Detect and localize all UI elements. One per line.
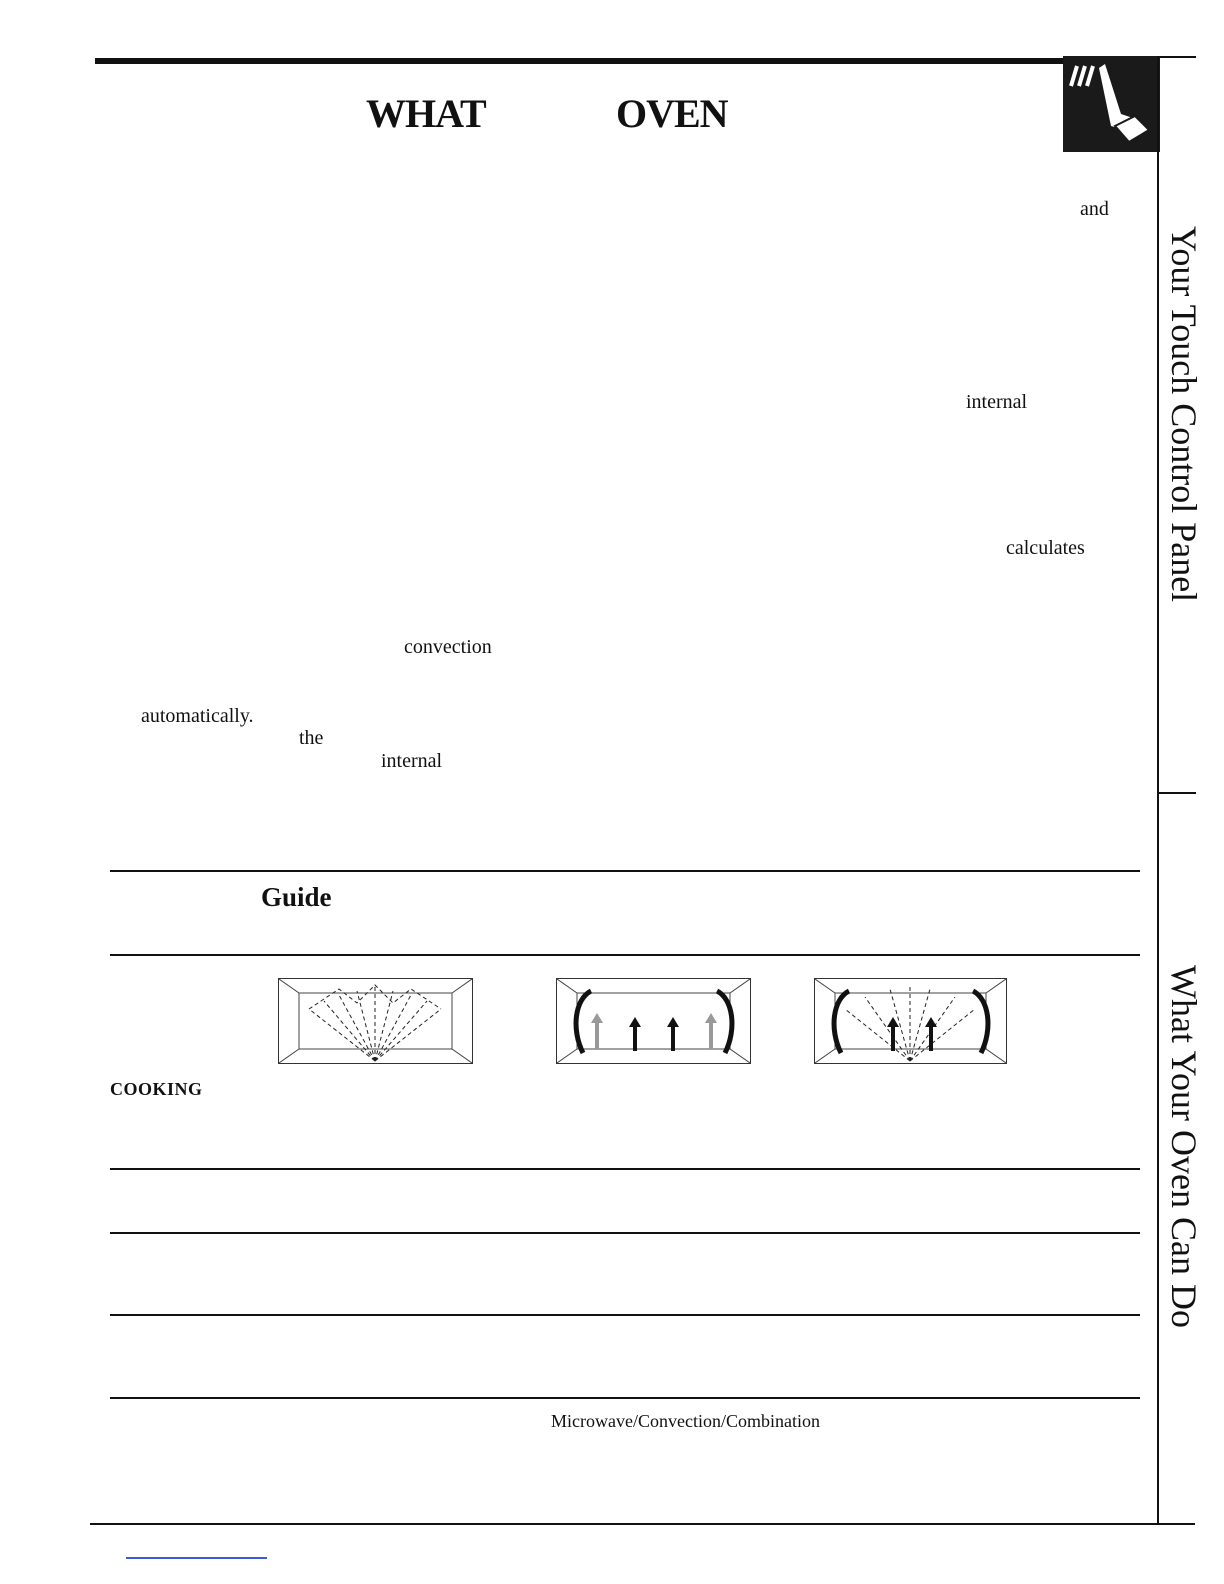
footer-link-underline[interactable]: [126, 1557, 267, 1559]
body-fragment: automatically.: [141, 705, 254, 727]
body-fragment: internal: [381, 750, 443, 772]
hand-pressing-button-icon: [1063, 56, 1160, 152]
bottom-rule: [90, 1523, 1195, 1525]
microwave-energy-diagram: [278, 978, 473, 1064]
table-rule: [110, 1397, 1140, 1399]
body-fragment: the: [299, 727, 324, 749]
side-tab-what-oven-can-do[interactable]: What Your Oven Can Do: [1164, 965, 1204, 1328]
table-rule: [110, 1232, 1140, 1234]
body-fragment: internal: [966, 391, 1028, 413]
tab-divider: [1158, 792, 1196, 794]
top-rule: [95, 58, 1145, 64]
body-fragment: calculates: [1006, 537, 1085, 559]
guide-header-rule: [110, 954, 1140, 956]
guide-row-label: COOKING: [110, 1079, 203, 1099]
footer-caption: Microwave/Convection/Combination: [551, 1411, 820, 1431]
body-fragment: convection: [404, 636, 492, 658]
guide-top-rule: [110, 870, 1140, 872]
convection-airflow-diagram: [556, 978, 751, 1064]
tab-strip-vertical-rule: [1157, 56, 1159, 1524]
combination-diagram: [814, 978, 1007, 1064]
title-word-what: WHAT: [366, 91, 486, 136]
guide-heading: Guide: [261, 882, 332, 912]
tab-icon-block: [1063, 56, 1160, 152]
side-tab-touch-control-panel[interactable]: Your Touch Control Panel: [1164, 226, 1204, 603]
table-rule: [110, 1168, 1140, 1170]
body-fragment: and: [1080, 198, 1109, 220]
table-rule: [110, 1314, 1140, 1316]
title-word-oven: OVEN: [616, 91, 728, 136]
tab-strip-top-rule: [1158, 56, 1196, 58]
